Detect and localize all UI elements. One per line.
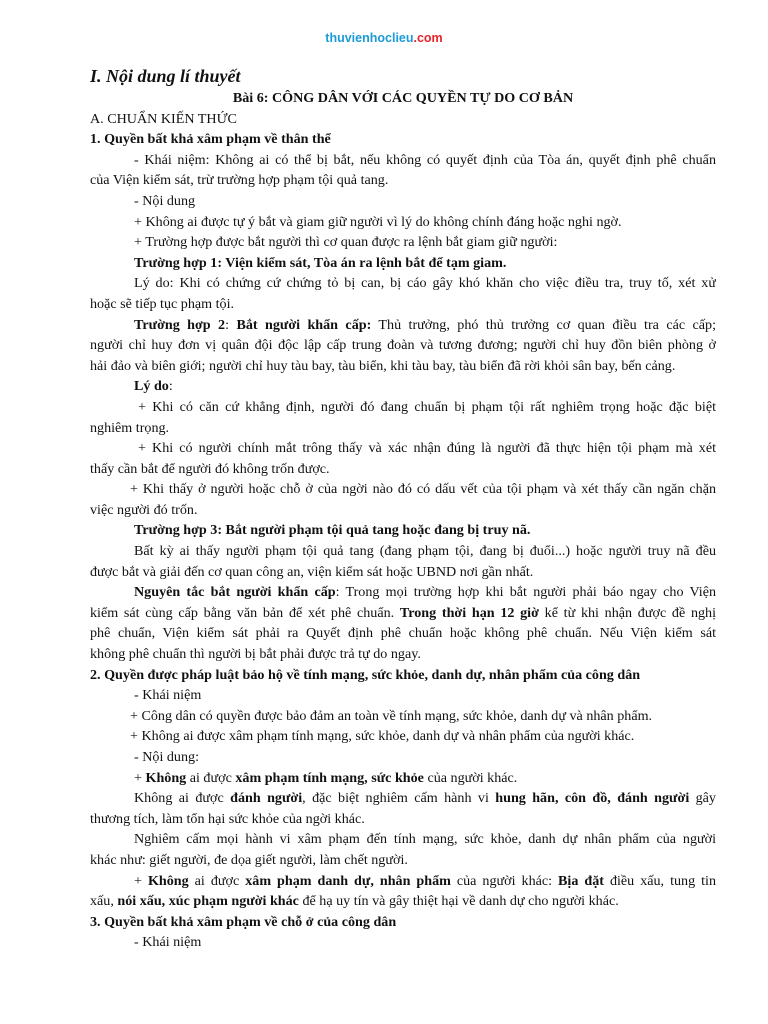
paragraph-line: người chỉ huy đơn vị quân đội độc lập cấp trung đoàn và tương đương; người chỉ huy đồn biên phòng ở [90, 337, 716, 354]
heading-3: 3. Quyền bất khả xâm phạm về chỗ ở của công dân [90, 913, 397, 930]
case-3-heading: Trường hợp 3: Bắt người phạm tội quả tang hoặc đang bị truy nã. [134, 522, 531, 539]
paragraph-line: nghiêm trọng. [90, 419, 170, 436]
paragraph-line: Bất kỳ ai thấy người phạm tội quả tang (đang phạm tội, đang bị đuổi...) hoặc người truy nã đều [134, 543, 716, 560]
paragraph-line: + Khi thấy ở người hoặc chỗ ở của ngời nào đó có dấu vết của tội phạm và xét thấy cần ngăn chặn [130, 481, 716, 498]
paragraph-line: khác như: giết người, đe dọa giết người, làm chết người. [90, 851, 408, 868]
site-header[interactable] [0, 30, 768, 46]
paragraph-line: hoặc sẽ tiếp tục phạm tội. [90, 295, 235, 312]
paragraph-line: + Không ai được xâm phạm tính mạng, sức khỏe, danh dự và nhân phẩm của người khác. [130, 728, 635, 745]
paragraph-line: + Trường hợp được bắt người thì cơ quan được ra lệnh bắt giam giữ người: [134, 234, 558, 251]
paragraph-line: của Viện kiểm sát, trừ trường hợp phạm tội quả tang. [90, 172, 389, 189]
paragraph-line: - Khái niệm [134, 934, 202, 951]
paragraph-line: thấy cần bắt để người đó không trốn được. [90, 460, 330, 477]
paragraph-line: - Nội dung: [134, 749, 199, 765]
paragraph-line: việc người đó trốn. [90, 501, 198, 518]
heading-1: 1. Quyền bất khả xâm phạm về thân thể [90, 131, 331, 148]
paragraph-line: Lý do: Khi có chứng cứ chứng tỏ bị can, bị cáo gây khó khăn cho việc điều tra, truy tố, xét xử [134, 275, 716, 292]
paragraph-line: - Khái niệm [134, 687, 202, 704]
paragraph-line: + Không ai được xâm phạm danh dự, nhân phẩm của người khác: Bịa đặt điều xấu, tung tin [134, 872, 716, 889]
paragraph-line: phê chuẩn, Viện kiểm sát phải ra Quyết định phê chuẩn hoặc không phê chuẩn. Nếu Viện kiểm sát [90, 625, 716, 642]
paragraph-line: + Không ai được tự ý bắt và giam giữ người vì lý do không chính đáng hoặc nghi ngờ. [134, 213, 622, 230]
paragraph-line: + Khi có căn cứ khẳng định, người đó đang chuẩn bị phạm tội rất nghiêm trọng hoặc đặc biệt [138, 398, 716, 415]
case-2-heading: Trường hợp 2: Bắt người khẩn cấp: Thủ trưởng, phó thủ trưởng cơ quan điều tra các cấp; [134, 316, 716, 333]
heading-2: 2. Quyền được pháp luật bảo hộ về tính mạng, sức khỏe, danh dự, nhân phẩm của công dân [90, 666, 641, 683]
paragraph-line: + Không ai được xâm phạm tính mạng, sức khỏe của người khác. [134, 769, 518, 786]
case-1-heading: Trường hợp 1: Viện kiểm sát, Tòa án ra lệnh bắt để tạm giam. [134, 254, 507, 271]
site-name: thuvienhoclieu [325, 31, 414, 45]
paragraph-line: Không ai được đánh người, đặc biệt nghiêm cấm hành vi hung hãn, côn đồ, đánh người gây [134, 790, 716, 807]
part-a-heading: A. CHUẨN KIẾN THỨC [90, 110, 237, 127]
lesson-title: Bài 6: CÔNG DÂN VỚI CÁC QUYỀN TỰ DO CƠ BẢN [232, 90, 574, 106]
case-2-reason-label: Lý do: [134, 378, 173, 395]
paragraph-line: xấu, nói xấu, xúc phạm người khác để hạ uy tín và gây thiệt hại về danh dự cho người khác. [90, 893, 619, 910]
paragraph-line: kiểm sát cùng cấp bằng văn bản để xét phê chuẩn. Trong thời hạn 12 giờ kể từ khi nhận được đề nghị [90, 604, 716, 621]
document-body [90, 64, 716, 953]
principle-heading: Nguyên tắc bắt người khẩn cấp: Trong mọi trường hợp khi bắt người phải báo ngay cho Viện [134, 584, 716, 601]
site-domain: .com [413, 31, 443, 45]
paragraph-line: + Khi có người chính mắt trông thấy và xác nhận đúng là người đã thực hiện tội phạm mà xét [138, 440, 716, 457]
paragraph-line: - Nội dung [134, 192, 196, 209]
paragraph-line: + Công dân có quyền được bảo đảm an toàn về tính mạng, sức khỏe, danh dự và nhân phẩm. [130, 707, 653, 724]
paragraph-line: được bắt và giải đến cơ quan công an, viện kiểm sát hoặc UBND nơi gần nhất. [90, 563, 534, 580]
paragraph-line: không phê chuẩn thì người bị bắt phải được trả tự do ngay. [90, 646, 421, 663]
paragraph-line: - Khái niệm: Không ai có thể bị bắt, nếu không có quyết định của Tòa án, quyết định phê chuẩn [134, 151, 716, 168]
paragraph-line: thương tích, làm tổn hại sức khỏe của ngời khác. [90, 810, 365, 827]
paragraph-line: hải đảo và biên giới; người chỉ huy tàu bay, tàu biển, khi tàu bay, tàu biển đã rời khỏi sân bay, bến cảng. [90, 357, 676, 374]
paragraph-line: Nghiêm cấm mọi hành vi xâm phạm đến tính mạng, sức khỏe, danh dự nhân phẩm của người [134, 831, 716, 848]
section-title: I. Nội dung lí thuyết [90, 66, 241, 86]
